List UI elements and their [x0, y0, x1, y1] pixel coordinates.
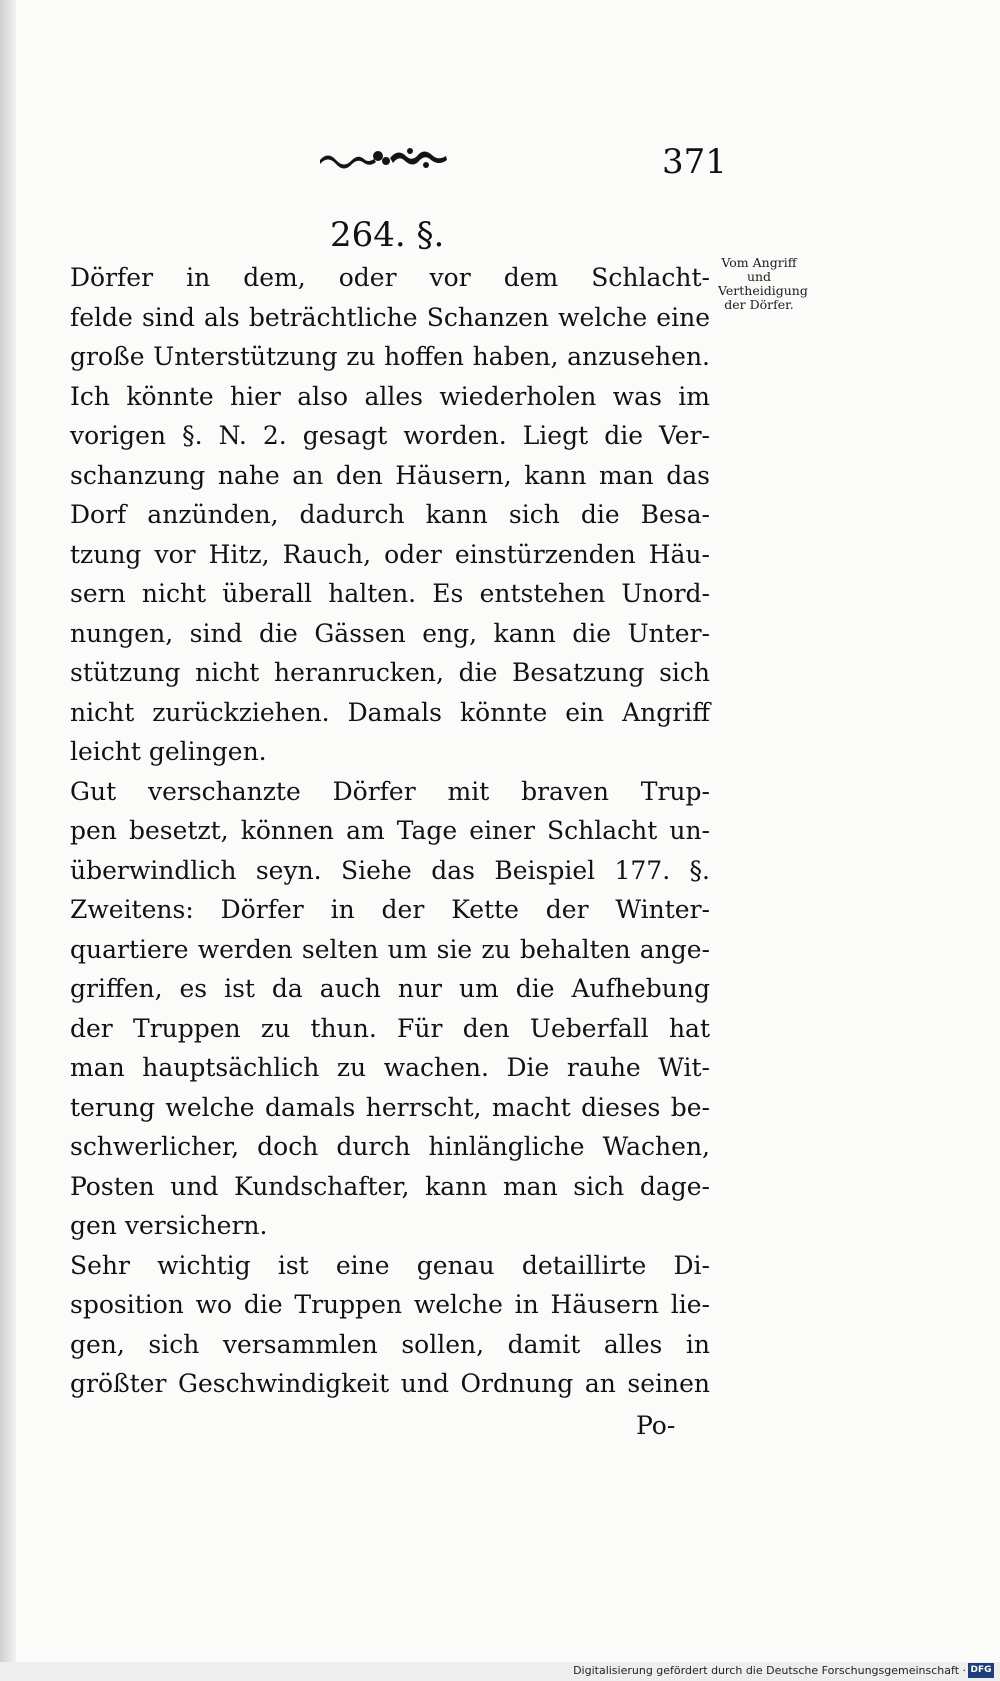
text-line: Gut verschanzte Dörfer mit braven Trup- — [70, 776, 710, 806]
text-line: Dörfer in dem, oder vor dem Schlacht- — [70, 263, 710, 292]
text-line: quartiere werden selten um sie zu behalten ange- — [70, 934, 710, 964]
text-line: überwindlich seyn. Siehe das Beispiel 177. §. — [70, 855, 710, 885]
text-line: tzung vor Hitz, Rauch, oder einstürzenden Häu- — [70, 539, 710, 569]
text-line: schanzung nahe an den Häusern, kann man das — [70, 460, 710, 490]
text-line: Ich könnte hier also alles wiederholen was im — [70, 381, 710, 411]
text-line: Zweitens: Dörfer in der Kette der Winter- — [70, 895, 710, 924]
text-line: Posten und Kundschafter, kann man sich dage- — [70, 1171, 710, 1201]
text-line: gen versichern. — [70, 1211, 268, 1240]
text-line: terung welche damals herrscht, macht dieses be- — [70, 1092, 710, 1122]
page-number: 371 — [662, 142, 727, 182]
text-line: man hauptsächlich zu wachen. Die rauhe Wit- — [70, 1053, 710, 1082]
text-line: der Truppen zu thun. Für den Ueberfall hat — [70, 1013, 710, 1043]
text-line: Dorf anzünden, dadurch kann sich die Besa- — [70, 500, 710, 529]
text-line: leicht gelingen. — [70, 737, 267, 766]
text-line: pen besetzt, können am Tage einer Schlacht un- — [70, 816, 710, 845]
text-line: griffen, es ist da auch nur um die Aufhebung — [70, 974, 710, 1003]
text-line: gen, sich versammlen sollen, damit alles in — [70, 1329, 710, 1359]
text-line: schwerlicher, doch durch hinlängliche Wachen, — [70, 1132, 710, 1161]
page-gutter-shadow — [0, 0, 16, 1681]
section-heading: 264. §. — [330, 215, 445, 255]
text-line: nungen, sind die Gässen eng, kann die Unter- — [70, 618, 710, 648]
text-line: sposition wo die Truppen welche in Häusern lie- — [70, 1290, 710, 1319]
text-line: nicht zurückziehen. Damals könnte ein Angriff — [70, 697, 710, 727]
text-line: größter Geschwindigkeit und Ordnung an seinen — [70, 1369, 710, 1398]
text-line: vorigen §. N. 2. gesagt worden. Liegt die Ver- — [70, 421, 710, 450]
text-line: sern nicht überall halten. Es entstehen Unord- — [70, 579, 710, 608]
text-line: felde sind als beträchtliche Schanzen welche eine — [70, 302, 710, 332]
funding-credit: Digitalisierung gefördert durch die Deutsche Forschungsgemeinschaft · — [573, 1664, 966, 1677]
text-line: stützung nicht heranrucken, die Besatzung sich — [70, 658, 710, 687]
text-line: Sehr wichtig ist eine genau detaillirte Di- — [70, 1250, 710, 1280]
catchword: Po- — [636, 1411, 676, 1440]
body-text — [70, 258, 710, 1404]
header-ornament — [318, 143, 448, 173]
marginal-note: Vom Angriff und Vertheidigung der Dörfer. — [718, 255, 808, 312]
dfg-logo: DFG — [968, 1663, 994, 1678]
text-line: große Unterstützung zu hoffen haben, anzusehen. — [70, 342, 710, 371]
